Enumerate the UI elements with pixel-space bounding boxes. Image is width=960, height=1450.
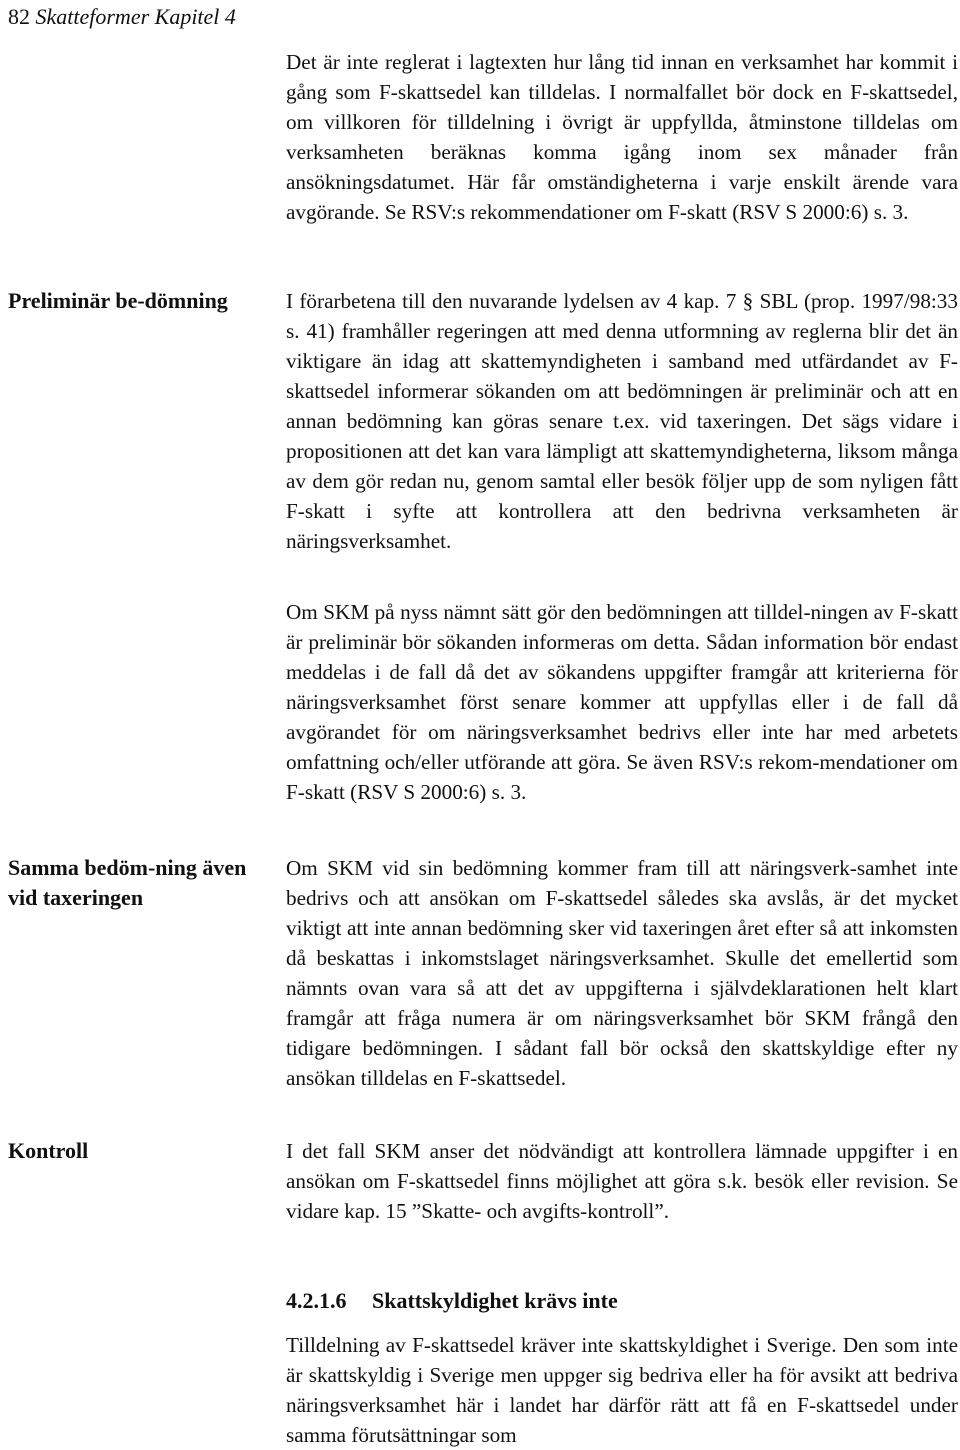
paragraph-tax-liability: Tilldelning av F-skattsedel kräver inte skattskyldighet i Sverige. Den som inte är skattskyldig i Sverige men uppger sig bedriva eller ha för avsikt att bedriva näringsverksamhet här i landet har därför rätt att få en F-skattsedel under samma förutsättningar som bbox=[286, 1333, 958, 1447]
page-header bbox=[8, 2, 236, 32]
paragraph-preparatory-works: I förarbetena till den nuvarande lydelsen av 4 kap. 7 § SBL (prop. 1997/98:33 s. 41) framhåller regeringen att med denna utformning av reglerna blir det än viktigare än idag att skattemyndigheten i samband med utfärdandet av F-skattsedel informerar sökanden om att bedömningen är preliminär och att en annan bedömning kan göras senare t.ex. vid taxeringen. Det sägs vidare i propositionen att det kan vara lämpligt att skattemyndigheterna, liksom många av dem gör redan nu, genom samtal eller besök följer upp de som nyligen fått F-skatt i syfte att kontrollera att den bedrivna verksamheten är näringsverksamhet. bbox=[286, 289, 958, 553]
margin-note-same-assessment: Samma bedöm-ning även vid taxeringen bbox=[8, 855, 247, 910]
paragraph-start-time: Det är inte reglerat i lagtexten hur lång tid innan en verksamhet har kommit i gång som F-skattsedel kan tilldelas. I normalfallet bör dock en F-skattsedel, om villkoren för tilldelning i övrigt är uppfyllda, åtminstone tilldelas om verksamheten beräknas komma igång inom sex månader från ansökningsdatumet. Här får omständigheterna i varje enskilt ärende vara avgörande. Se RSV:s rekommendationer om F-skatt (RSV S 2000:6) s. 3. bbox=[286, 50, 958, 224]
section-heading bbox=[286, 1286, 618, 1316]
chapter-label: Skatteformer Kapitel 4 bbox=[35, 4, 236, 29]
paragraph-same-assessment: Om SKM vid sin bedömning kommer fram till att näringsverk-samhet inte bedrivs och att ansökan om F-skattsedel således ska avslås, är det mycket viktigt att inte annan bedömning sker vid taxeringen året efter så att inkomsten då beskattas i inkomstslaget näringsverksamhet. Skulle det emellertid som nämnts ovan vara så att det av uppgifterna i självdeklarationen helt klart framgår att fråga numera är om näringsverksamhet bör SKM frångå den tidigare bedömningen. I sådant fall bör också den skattskyldige efter ny ansökan tilldelas en F-skattsedel. bbox=[286, 856, 958, 1090]
page-number: 82 bbox=[8, 4, 30, 29]
margin-note-preliminary: Preliminär be-dömning bbox=[8, 288, 228, 313]
section-title: Skattskyldighet krävs inte bbox=[372, 1288, 618, 1313]
margin-note-control: Kontroll bbox=[8, 1138, 89, 1163]
paragraph-control: I det fall SKM anser det nödvändigt att kontrollera lämnade uppgifter i en ansökan om F-skattsedel finns möjlighet att göra s.k. besök eller revision. Se vidare kap. 15 ”Skatte- och avgifts-kontroll”. bbox=[286, 1139, 958, 1223]
paragraph-preliminary-info: Om SKM på nyss nämnt sätt gör den bedömningen att tilldel-ningen av F-skatt är preliminär bör sökanden informeras om detta. Sådan information bör endast meddelas i de fall då det av sökandens uppgifter framgår att kriterierna för näringsverksamhet först senare kommer att uppfyllas eller i de fall då avgörandet för om näringsverksamhet bedrivs eller inte har med arbetets omfattning och/eller utförande att göra. Se även RSV:s rekom-mendationer om F-skatt (RSV S 2000:6) s. 3. bbox=[286, 600, 958, 804]
section-number: 4.2.1.6 bbox=[286, 1288, 347, 1313]
